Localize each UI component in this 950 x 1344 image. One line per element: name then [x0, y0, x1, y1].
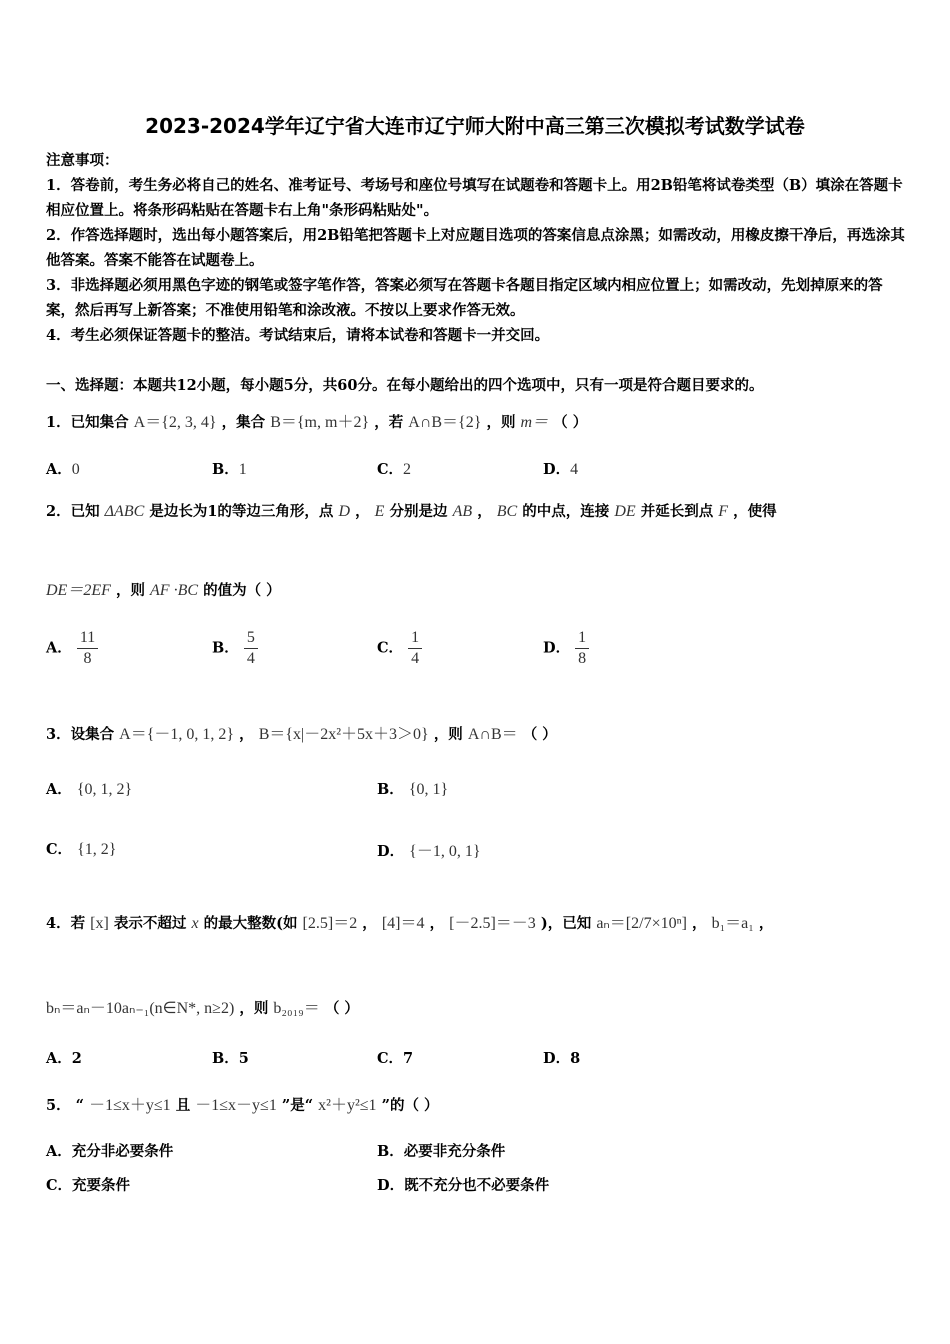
question-2-line2: DE＝2EF ，则 AF ·BC 的值为（ ）: [46, 582, 281, 599]
notice-item: 2．作答选择题时，选出每小题答案后，用2B铅笔把答题卡上对应题目选项的答案信息点涂黑；如需改动，用橡皮擦干净后，再选涂其他答案。答案不能答在试题卷上。: [46, 227, 905, 269]
option-d: D．既不充分也不必要条件: [377, 1177, 550, 1194]
math-expr: A＝{－1, 0, 1, 2}: [119, 726, 235, 743]
notice-item: 4．考生必须保证答题卡的整洁。考试结束后，请将本试卷和答题卡一并交回。: [46, 327, 550, 344]
question-5: 5． “ －1≤x＋y≤1 且 －1≤x－y≤1 ”是“ x²＋y²≤1 ”的（ ）: [46, 1097, 439, 1114]
option-b: B． {0, 1}: [377, 781, 449, 798]
math-expr: [－2.5]＝－3: [449, 915, 536, 932]
math-expr: [4]＝4: [381, 915, 425, 932]
option-d: D． $\frac{1}{8}$: [543, 628, 589, 669]
option-a: A． {0, 1, 2}: [46, 781, 133, 798]
math-expr: DE: [614, 503, 636, 520]
math-expr: F: [718, 503, 729, 520]
math-expr: E: [374, 503, 385, 520]
math-expr: aₙ＝[2/7×10ⁿ]: [596, 915, 687, 932]
math-expr: A∩B＝: [467, 726, 518, 743]
option-a: A．0: [46, 461, 80, 478]
option-c: C． $\frac{1}{4}$: [377, 628, 422, 669]
math-expr: AB: [452, 503, 473, 520]
math-expr: BC: [496, 503, 518, 520]
math-expr: ΔABC: [104, 503, 145, 520]
math-expr: x: [191, 915, 199, 932]
notice-heading: 注意事项：: [46, 152, 119, 169]
math-expr: A∩B＝{2}: [408, 414, 482, 431]
math-expr: D: [338, 503, 351, 520]
option-c: C．2: [377, 461, 412, 478]
question-1: 1．已知集合 A＝{2, 3, 4} ，集合 B＝{m, m＋2} ，若 A∩B＝{2} ，则 m＝ （ ）: [46, 414, 588, 431]
math-expr: B＝{m, m＋2}: [270, 414, 370, 431]
option-b: B．5: [212, 1050, 249, 1067]
option-d: D． {－1, 0, 1}: [377, 843, 481, 860]
option-c: C． {1, 2}: [46, 841, 117, 858]
math-expr: b₂₀₁₉＝: [273, 1000, 320, 1017]
math-expr: m＝: [520, 414, 549, 431]
section-heading: 一、选择题：本题共12小题，每小题5分，共60分。在每小题给出的四个选项中，只有一项是符合题目要求的。: [46, 377, 764, 394]
option-b: B． $\frac{5}{4}$: [212, 628, 258, 669]
math-expr: －1≤x－y≤1: [195, 1097, 277, 1114]
option-a: A．2: [46, 1050, 82, 1067]
option-b: B．1: [212, 461, 247, 478]
notice-item: 1．答卷前，考生务必将自己的姓名、准考证号、考场号和座位号填写在试题卷和答题卡上。用2B铅笔将试卷类型（B）填涂在答题卡相应位置上。将条形码粘贴在答题卡右上角"条形码粘贴处"。: [46, 177, 903, 219]
option-a: A． $\frac{11}{8}$: [46, 628, 98, 669]
math-expr: AF ·BC: [150, 582, 199, 599]
math-expr: bₙ＝aₙ－10aₙ₋₁(n∈N*, n≥2): [46, 1000, 235, 1017]
math-expr: DE＝2EF: [46, 582, 111, 599]
question-4: 4．若 [x] 表示不超过 x 的最大整数(如 [2.5]＝2 ， [4]＝4 ， [－2.5]＝－3 )，已知 aₙ＝[2/7×10ⁿ] ， b₁＝a₁ ，: [46, 915, 774, 932]
option-d: D．8: [543, 1050, 581, 1067]
math-expr: [2.5]＝2: [302, 915, 358, 932]
question-2: 2．已知 ΔABC 是边长为1的等边三角形，点 D ， E 分别是边 AB ， BC 的中点，连接 DE 并延长到点 F ，使得: [46, 503, 777, 520]
math-expr: B＝{x|－2x²＋5x＋3＞0}: [258, 726, 429, 743]
option-a: A．充分非必要条件: [46, 1143, 174, 1160]
math-expr: －1≤x＋y≤1: [89, 1097, 171, 1114]
option-c: C．7: [377, 1050, 414, 1067]
question-4-line2: bₙ＝aₙ－10aₙ₋₁(n∈N*, n≥2) ，则 b₂₀₁₉＝ （ ）: [46, 1000, 359, 1017]
math-expr: A＝{2, 3, 4}: [133, 414, 217, 431]
option-d: D．4: [543, 461, 579, 478]
math-expr: [x]: [90, 915, 109, 932]
option-c: C．充要条件: [46, 1177, 131, 1194]
notice-block: [46, 148, 906, 348]
notice-item: 3．非选择题必须用黑色字迹的钢笔或签字笔作答，答案必须写在答题卡各题目指定区域内相应位置上；如需改动，先划掉原来的答案，然后再写上新答案；不准使用铅笔和涂改液。不按以上要求作答无效。: [46, 277, 883, 319]
math-expr: x²＋y²≤1: [318, 1097, 377, 1114]
question-3: 3．设集合 A＝{－1, 0, 1, 2} ， B＝{x|－2x²＋5x＋3＞0} ，则 A∩B＝ （ ）: [46, 726, 557, 743]
option-b: B．必要非充分条件: [377, 1143, 506, 1160]
page-title: 2023-2024学年辽宁省大连市辽宁师大附中高三第三次模拟考试数学试卷: [145, 114, 805, 138]
math-expr: b₁＝a₁: [711, 915, 754, 932]
